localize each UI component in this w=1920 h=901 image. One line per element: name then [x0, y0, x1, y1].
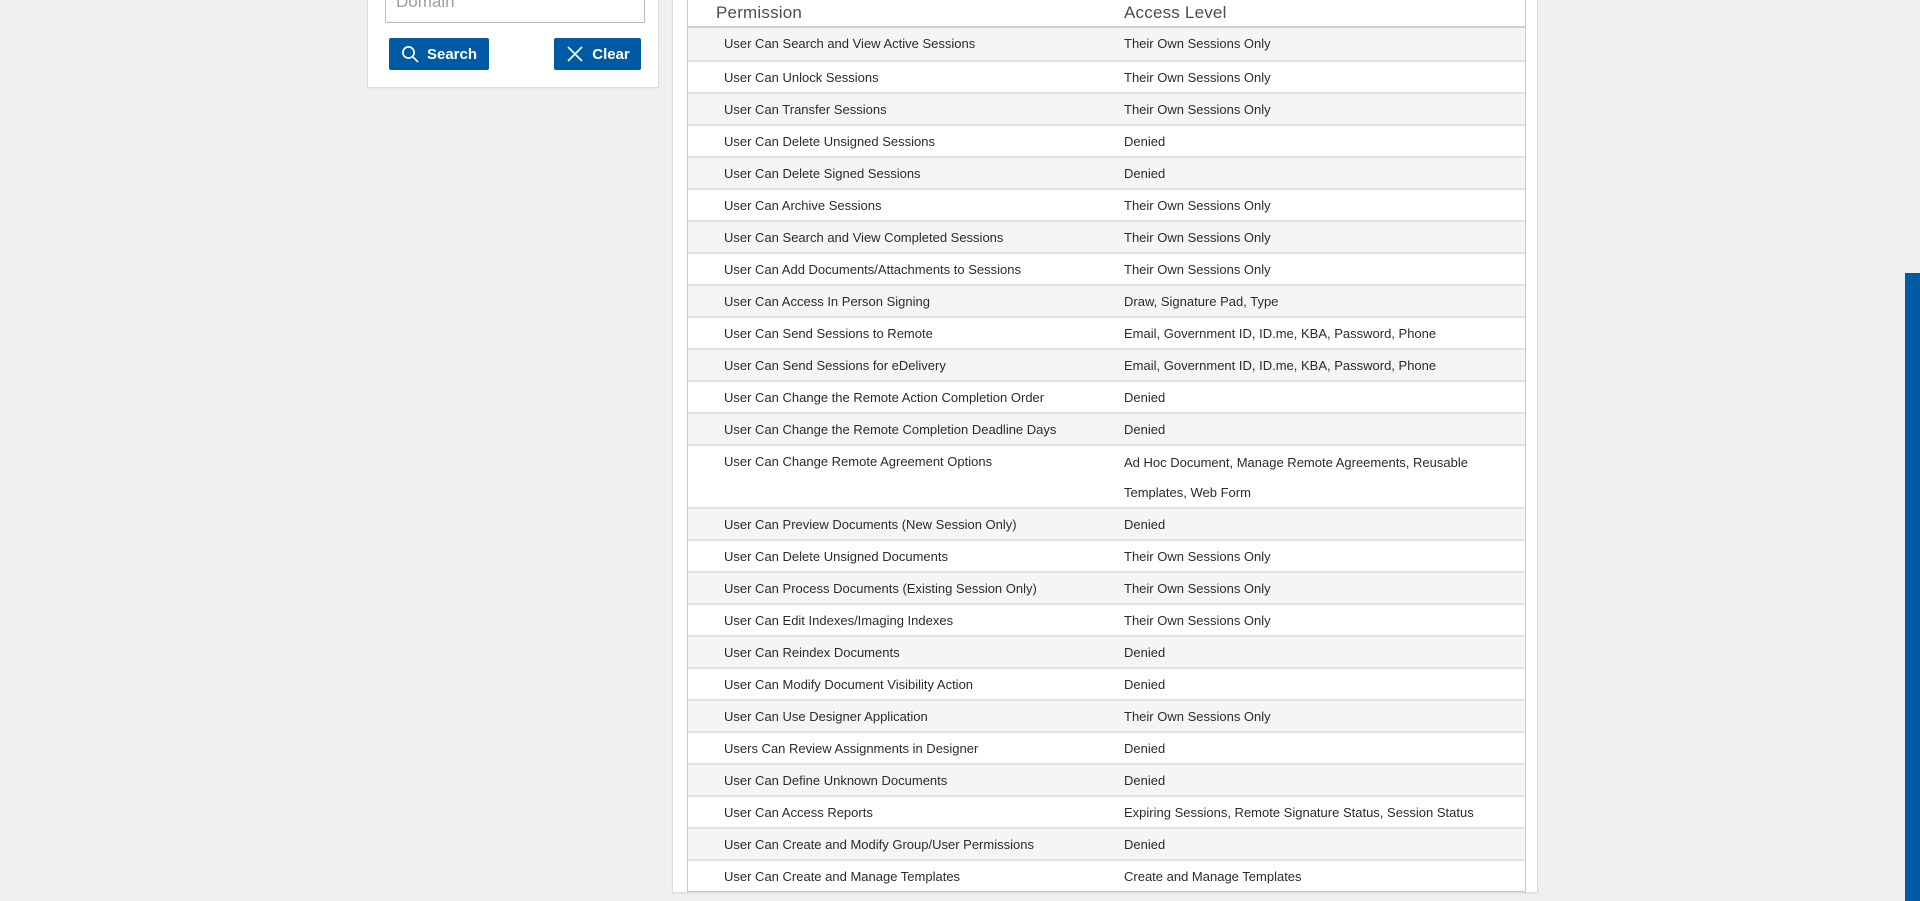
access-level-cell: Their Own Sessions Only	[1124, 262, 1271, 277]
table-row	[688, 316, 1525, 348]
permission-cell: User Can Create and Manage Templates	[724, 869, 961, 884]
table-row	[688, 156, 1525, 188]
table-row	[688, 188, 1525, 220]
access-level-cell: Denied	[1124, 390, 1166, 405]
table-row	[688, 507, 1525, 539]
access-level-cell: Their Own Sessions Only	[1124, 230, 1271, 245]
permission-cell: User Can Preview Documents (New Session Only)	[724, 517, 1017, 532]
access-level-cell: Denied	[1124, 517, 1166, 532]
column-header-access-level: Access Level	[1124, 3, 1227, 22]
table-row	[688, 348, 1525, 380]
permission-cell: User Can Delete Unsigned Sessions	[724, 134, 935, 149]
domain-input[interactable]	[385, 0, 645, 23]
search-icon	[401, 45, 420, 64]
access-level-cell: Expiring Sessions, Remote Signature Status, Session Status	[1124, 805, 1474, 820]
clear-x-icon	[565, 44, 585, 64]
access-level-cell: Denied	[1124, 166, 1166, 181]
permission-cell: User Can Transfer Sessions	[724, 102, 887, 117]
clear-button[interactable]	[554, 38, 641, 70]
table-row	[688, 284, 1525, 316]
permission-cell: User Can Delete Unsigned Documents	[724, 549, 948, 564]
permission-cell: Users Can Review Assignments in Designer	[724, 741, 979, 756]
vertical-scrollbar-thumb[interactable]	[1905, 273, 1920, 901]
permission-cell: User Can Archive Sessions	[724, 198, 882, 213]
permission-cell: User Can Send Sessions to Remote	[724, 326, 933, 341]
search-button[interactable]	[389, 38, 489, 70]
table-row	[688, 412, 1525, 444]
access-level-cell: Email, Government ID, ID.me, KBA, Password, Phone	[1124, 326, 1437, 341]
access-level-cell: Their Own Sessions Only	[1124, 613, 1271, 628]
table-row	[688, 124, 1525, 156]
table-row	[688, 699, 1525, 731]
permission-cell: User Can Edit Indexes/Imaging Indexes	[724, 613, 954, 628]
permission-cell: User Can Search and View Active Sessions	[724, 36, 976, 51]
permission-cell: User Can Delete Signed Sessions	[724, 166, 921, 181]
permission-cell: User Can Access Reports	[724, 805, 873, 820]
table-row	[688, 635, 1525, 667]
search-button-label: Search	[426, 45, 478, 63]
column-header-permission: Permission	[716, 3, 803, 22]
table-row	[688, 859, 1525, 891]
permission-cell: User Can Change Remote Agreement Options	[724, 454, 993, 469]
permission-cell: User Can Process Documents (Existing Session Only)	[724, 581, 1037, 596]
table-row	[688, 220, 1525, 252]
table-row	[688, 380, 1525, 412]
access-level-cell: Their Own Sessions Only	[1124, 70, 1271, 85]
permission-cell: User Can Send Sessions for eDelivery	[724, 358, 946, 373]
permission-cell: User Can Change the Remote Completion Deadline Days	[724, 422, 1057, 437]
table-row	[688, 763, 1525, 795]
access-level-cell: Denied	[1124, 645, 1166, 660]
permissions-table	[687, 0, 1526, 892]
table-row	[688, 252, 1525, 284]
access-level-cell: Their Own Sessions Only	[1124, 581, 1271, 596]
table-row	[688, 827, 1525, 859]
access-level-cell: Denied	[1124, 677, 1166, 692]
permission-cell: User Can Unlock Sessions	[724, 70, 879, 85]
access-level-cell: Their Own Sessions Only	[1124, 198, 1271, 213]
vertical-scrollbar-track	[1905, 0, 1920, 901]
table-row	[688, 731, 1525, 763]
access-level-cell: Their Own Sessions Only	[1124, 709, 1271, 724]
permission-cell: User Can Define Unknown Documents	[724, 773, 948, 788]
access-level-cell: Denied	[1124, 837, 1166, 852]
table-row	[688, 444, 1525, 507]
table-row	[688, 603, 1525, 635]
access-level-cell: Their Own Sessions Only	[1124, 102, 1271, 117]
permission-cell: User Can Reindex Documents	[724, 645, 900, 660]
table-row	[688, 795, 1525, 827]
permission-cell: User Can Create and Modify Group/User Permissions	[724, 837, 1034, 852]
permission-cell: User Can Modify Document Visibility Action	[724, 677, 974, 692]
table-row	[688, 539, 1525, 571]
table-row	[688, 667, 1525, 699]
access-level-cell: Their Own Sessions Only	[1124, 36, 1271, 51]
table-row	[688, 571, 1525, 603]
access-level-cell: Draw, Signature Pad, Type	[1124, 294, 1279, 309]
clear-button-label: Clear	[592, 45, 630, 63]
access-level-cell: Create and Manage Templates	[1124, 869, 1302, 884]
access-level-cell: Denied	[1124, 741, 1166, 756]
access-level-cell: Ad Hoc Document, Manage Remote Agreements, Reusable Templates, Web Form	[1124, 455, 1468, 500]
table-header-row	[688, 0, 1525, 28]
permission-cell: User Can Use Designer Application	[724, 709, 928, 724]
permission-cell: User Can Access In Person Signing	[724, 294, 930, 309]
permission-cell: User Can Change the Remote Action Completion Order	[724, 390, 1045, 405]
table-row	[688, 92, 1525, 124]
permissions-panel	[672, 0, 1538, 893]
access-level-cell: Denied	[1124, 134, 1166, 149]
table-body	[688, 28, 1525, 891]
table-row	[688, 28, 1525, 60]
access-level-cell: Denied	[1124, 773, 1166, 788]
permission-cell: User Can Search and View Completed Sessions	[724, 230, 1004, 245]
filter-panel	[367, 0, 659, 88]
access-level-cell: Email, Government ID, ID.me, KBA, Password, Phone	[1124, 358, 1437, 373]
access-level-cell: Their Own Sessions Only	[1124, 549, 1271, 564]
access-level-cell: Denied	[1124, 422, 1166, 437]
permission-cell: User Can Add Documents/Attachments to Sessions	[724, 262, 1021, 277]
table-row	[688, 60, 1525, 92]
